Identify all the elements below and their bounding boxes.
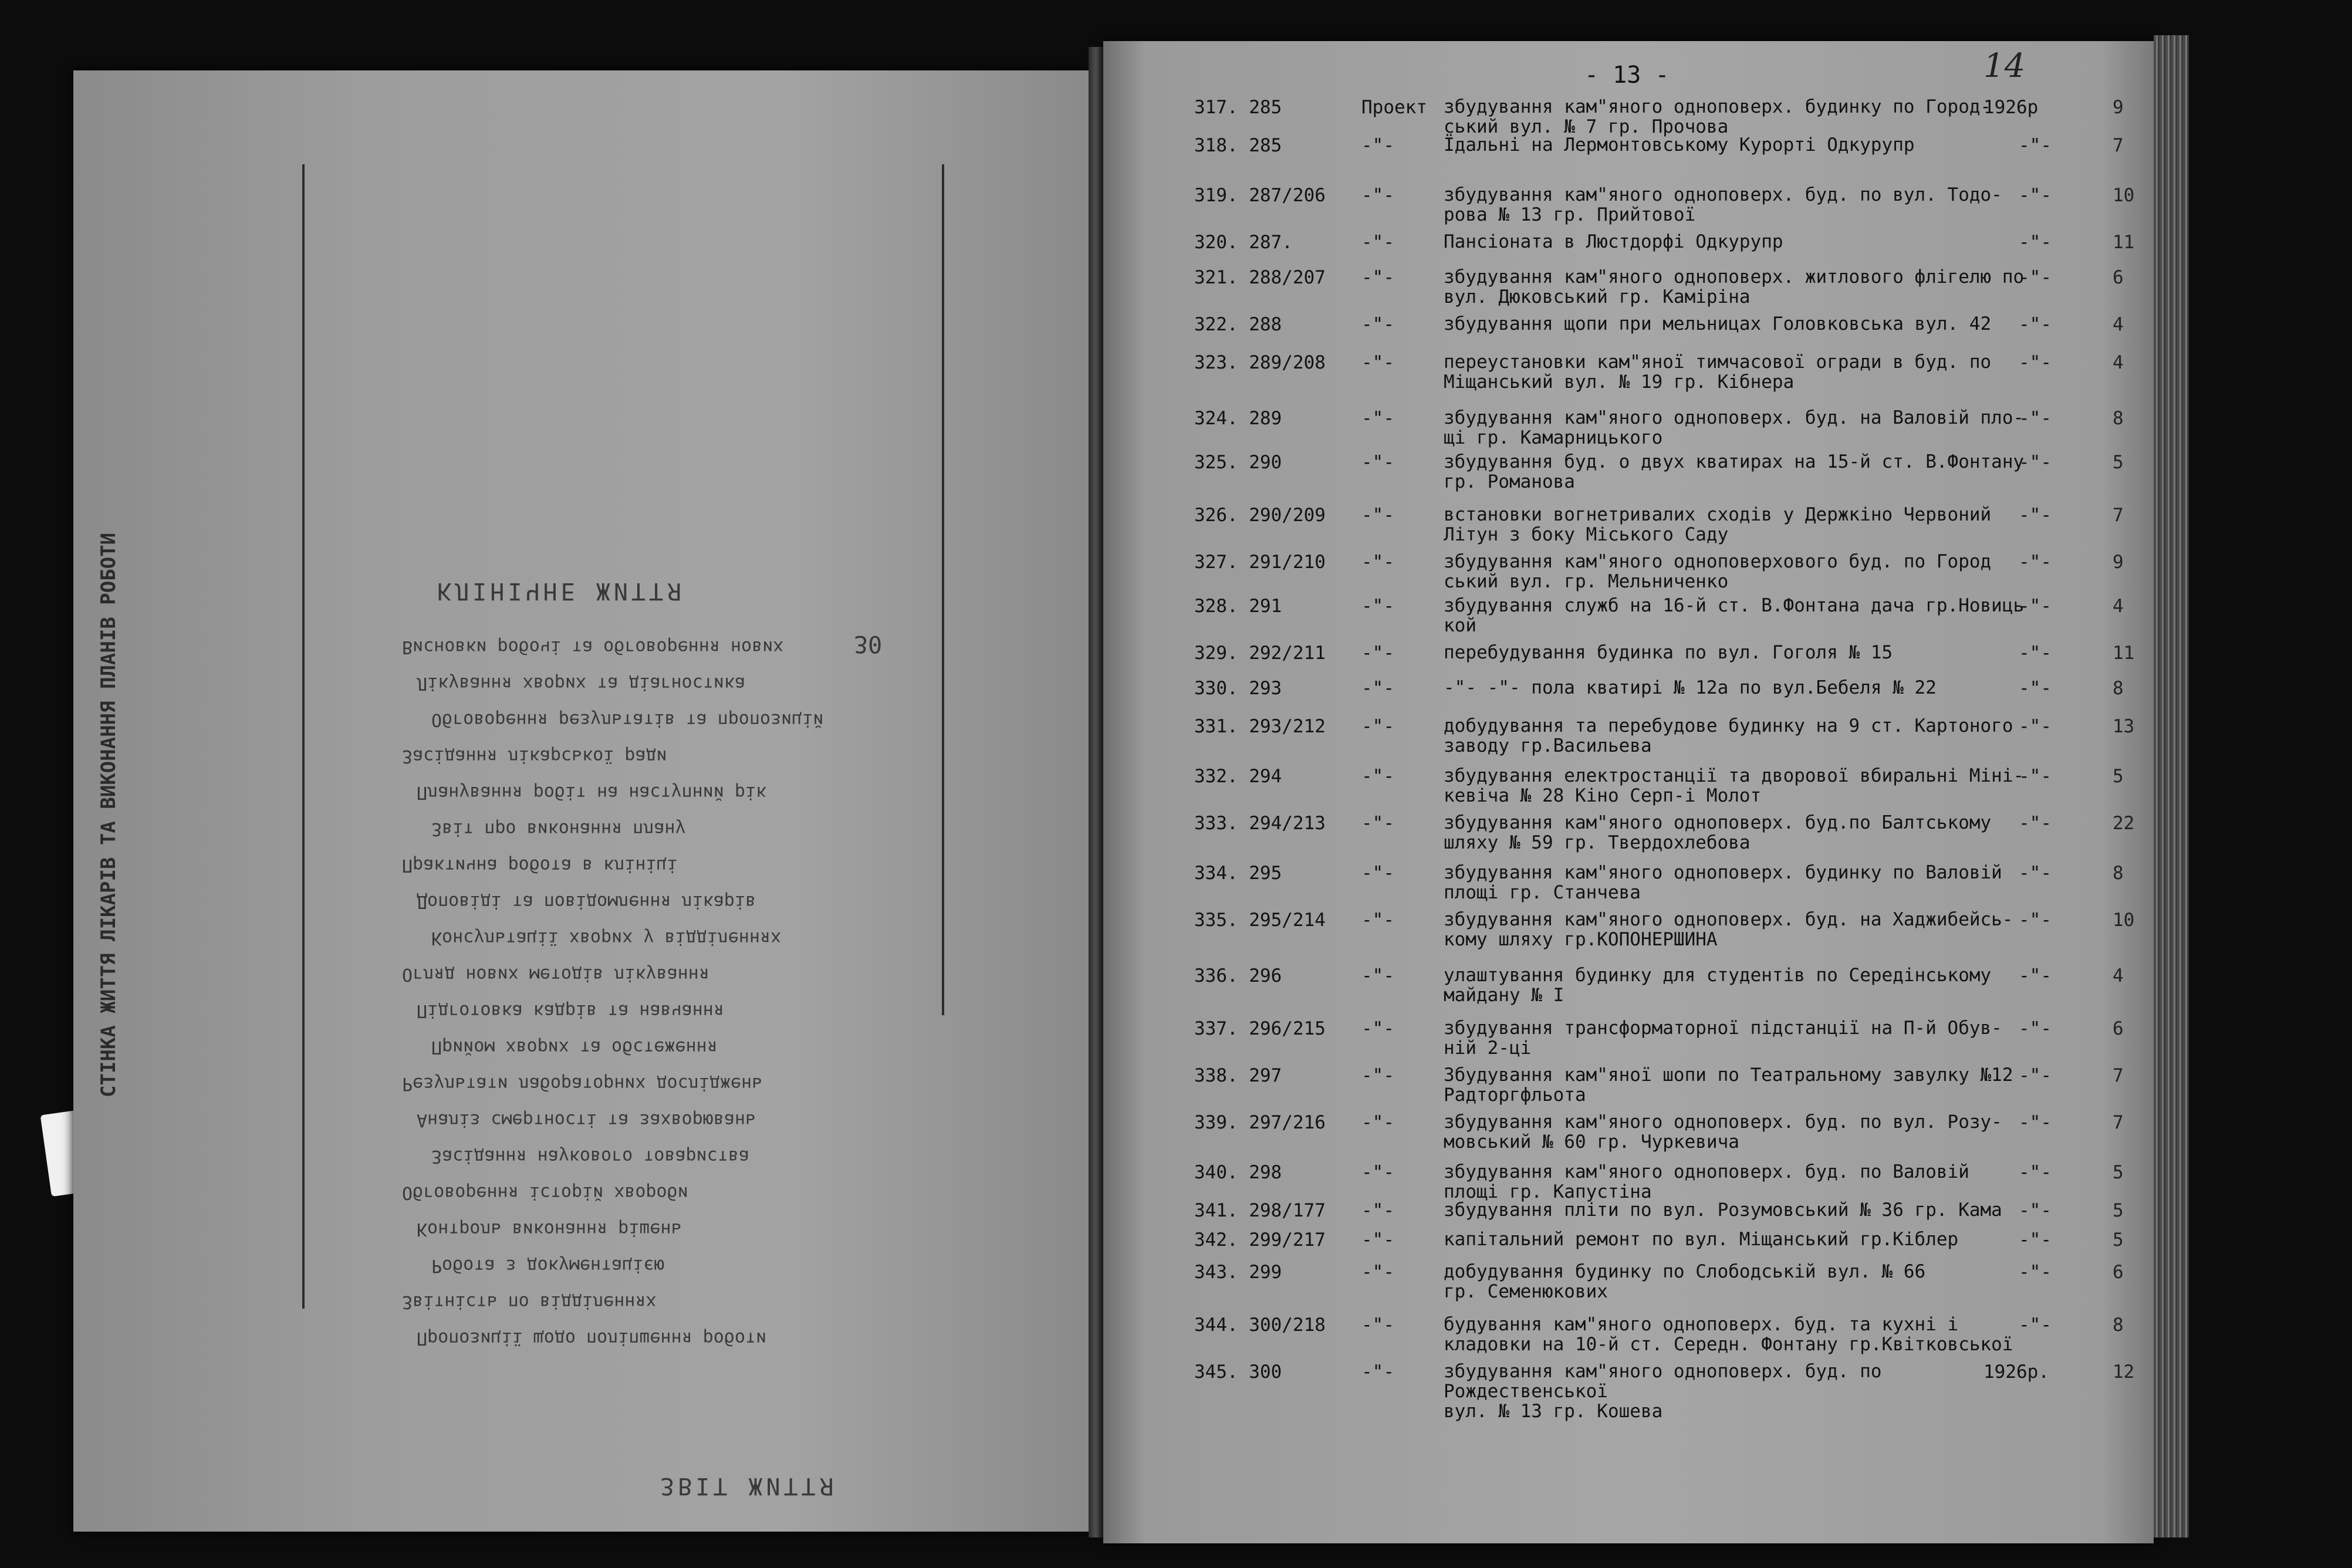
row-mark: -"- [2019, 863, 2052, 884]
row-ditto: -"- [1361, 678, 1394, 699]
row-no: 335. 295/214 [1194, 910, 1326, 931]
row-desc: переустановки кам"яної тимчасової огради в буд. по Міщанський вул. № 19 гр. Кібнера [1444, 352, 1992, 393]
bleed-line: Консультації хворих у відділеннях [431, 928, 782, 948]
row-mark: -"- [2019, 267, 2052, 288]
row-desc: Збудування кам"яної шопи по Театральному завулку №12 Радторгфльота [1444, 1065, 2013, 1106]
row-no: 321. 288/207 [1194, 267, 1326, 288]
bleed-line: Доповіді та повідомлення лікарів [417, 891, 756, 912]
bleed-line: Засідання лікарської ради [402, 746, 667, 766]
row-desc: збудування кам"яного одноповерхового буд. по Город ський вул. гр. Мельниченко [1444, 551, 1992, 592]
row-count: 7 [2113, 135, 2124, 156]
row-mark: -"- [2019, 135, 2052, 156]
row-no: 329. 292/211 [1194, 643, 1326, 664]
row-no: 340. 298 [1194, 1162, 1282, 1183]
row-desc: збудування електростанції та дворової вбиральні Міні- кевіча № 28 Кіно Серп-і Молот [1444, 765, 2025, 806]
row-ditto: -"- [1361, 965, 1394, 986]
row-ditto: -"- [1361, 1112, 1394, 1133]
row-desc: збудування щопи при мельницах Головковська вул. 42 [1444, 313, 1992, 334]
row-count: 5 [2113, 1229, 2124, 1251]
left-page [73, 70, 1089, 1532]
row-no: 330. 293 [1194, 678, 1282, 699]
row-mark: -"- [2019, 408, 2052, 429]
row-mark: -"- [2019, 452, 2052, 473]
row-ditto: -"- [1361, 232, 1394, 253]
row-count: 22 [2113, 813, 2135, 834]
row-ditto: -"- [1361, 813, 1394, 834]
row-mark: -"- [2019, 1262, 2052, 1283]
bleed-line: Планування робіт на наступний рік [417, 782, 767, 803]
row-ditto: -"- [1361, 1361, 1394, 1383]
row-desc: Їдальні на Лермонтовському Курорті Одкурупр [1444, 134, 1915, 156]
row-no: 327. 291/210 [1194, 552, 1326, 573]
side-title: СТІНКА ЖИТТЯ ЛІКАРІВ ТА ВИКОНАННЯ ПЛАНІВ РОБОТИ [97, 532, 120, 1097]
row-count: 13 [2113, 716, 2135, 737]
row-count: 9 [2113, 552, 2124, 573]
row-desc: -"- -"- пола кватирі № 12а по вул.Бебеля № 22 [1444, 677, 1937, 698]
row-mark: -"- [2019, 1065, 2052, 1086]
row-ditto: -"- [1361, 505, 1394, 526]
row-no: 332. 294 [1194, 766, 1282, 787]
bleed-line: Звіт про виконання плану [431, 819, 686, 839]
row-no: 344. 300/218 [1194, 1314, 1326, 1336]
row-count: 8 [2113, 408, 2124, 429]
row-desc: збудування кам"яного одноповерх. буд. по вул. Розу- мовський № 60 гр. Чуркевича [1444, 1111, 2002, 1153]
row-no: 336. 296 [1194, 965, 1282, 986]
sheet-number: 14 [1983, 47, 2026, 85]
row-ditto: -"- [1361, 185, 1394, 206]
bleed-line: Пропозиції щодо поліпшення роботи [417, 1328, 767, 1349]
bleed-line: Звітність по відділеннях [402, 1292, 657, 1312]
bleed-line: Контроль виконання рішень [417, 1219, 682, 1239]
row-count: 5 [2113, 1162, 2124, 1183]
row-year: 1926р. [1983, 1361, 2049, 1383]
row-mark: -"- [2019, 813, 2052, 834]
row-count: 7 [2113, 1065, 2124, 1086]
row-ditto: -"- [1361, 863, 1394, 884]
row-mark: -"- [2019, 185, 2052, 206]
row-desc: перебудування будинка по вул. Гоголя № 15 [1444, 642, 1893, 663]
row-year: 1926р [1983, 97, 2039, 118]
bleed-line: Засідання наукового товариства [431, 1146, 749, 1167]
row-no: 345. 300 [1194, 1361, 1282, 1383]
bleed-line: Лікування хворих та діагностика [417, 673, 745, 694]
row-ditto: -"- [1361, 643, 1394, 664]
row-desc: Пансіоната в Люстдорфі Одкурупр [1444, 231, 1783, 252]
bleed-line: Результати лабораторних досліджень [402, 1073, 763, 1094]
row-desc: будування кам"яного одноповерх. буд. та кухні і кладовки на 10-й ст. Середн. Фонтану гр.Квітковської [1444, 1314, 2013, 1355]
row-mark: -"- [2019, 766, 2052, 787]
row-count: 4 [2113, 352, 2124, 373]
row-ditto: -"- [1361, 1065, 1394, 1086]
row-mark: -"- [2019, 232, 2052, 253]
row-no: 339. 297/216 [1194, 1112, 1326, 1133]
column-rule [302, 164, 305, 1309]
row-no: 323. 289/208 [1194, 352, 1326, 373]
row-no: 328. 291 [1194, 596, 1282, 617]
row-no: 324. 289 [1194, 408, 1282, 429]
row-desc: збудування буд. о двух кватирах на 15-й ст. В.Фонтану гр. Романова [1444, 451, 2025, 492]
row-ditto: -"- [1361, 716, 1394, 737]
row-desc: улаштування будинку для студентів по Середінському майдану № I [1444, 965, 1992, 1006]
row-no: 337. 296/215 [1194, 1018, 1326, 1039]
row-mark: -"- [2019, 1112, 2052, 1133]
row-count: 4 [2113, 314, 2124, 335]
row-no: 343. 299 [1194, 1262, 1282, 1283]
row-count: 6 [2113, 1018, 2124, 1039]
row-ditto: -"- [1361, 267, 1394, 288]
row-desc: збудування кам"яного одноповерх. будинку по Валовій площі гр. Станчева [1444, 862, 2002, 903]
page-number: - 13 - [1584, 62, 1670, 89]
row-mark: -"- [2019, 716, 2052, 737]
row-desc: добудування та перебудове будинку на 9 ст. Картоного заводу гр.Васильева [1444, 715, 2013, 756]
row-ditto: Проект [1361, 97, 1427, 118]
left-column-number: 30 [854, 630, 883, 657]
row-no: 319. 287/206 [1194, 185, 1326, 206]
row-mark: -"- [2019, 1018, 2052, 1039]
row-no: 342. 299/217 [1194, 1229, 1326, 1251]
row-count: 5 [2113, 1200, 2124, 1221]
row-count: 4 [2113, 965, 2124, 986]
row-count: 10 [2113, 185, 2135, 206]
row-count: 6 [2113, 267, 2124, 288]
row-desc: збудування служб на 16-й ст. В.Фонтана дача гр.Новиць кой [1444, 595, 2025, 636]
row-mark: -"- [2019, 1200, 2052, 1221]
row-count: 5 [2113, 452, 2124, 473]
row-ditto: -"- [1361, 1229, 1394, 1251]
row-no: 317. 285 [1194, 97, 1282, 118]
row-count: 6 [2113, 1262, 2124, 1283]
row-desc: встановки вогнетривалих сходів у Держкіно Червоний Літун з боку Міського Саду [1444, 504, 1992, 545]
row-desc: добудування будинку по Слободській вул. № 66 гр. Семенюкових [1444, 1261, 1926, 1302]
row-no: 331. 293/212 [1194, 716, 1326, 737]
row-ditto: -"- [1361, 314, 1394, 335]
row-desc: збудування кам"яного одноповерх. буд.по Балтському шляху № 59 гр. Твердохлебова [1444, 812, 1992, 853]
row-count: 12 [2113, 1361, 2135, 1383]
row-desc: збудування кам"яного одноповерх. житлового флігелю по вул. Дюковський гр. Каміріна [1444, 266, 2025, 307]
row-ditto: -"- [1361, 452, 1394, 473]
row-count: 8 [2113, 863, 2124, 884]
column-rule [942, 164, 944, 1015]
row-ditto: -"- [1361, 552, 1394, 573]
left-heading: КЛІНІЧНЕ ЖИТТЯ [437, 577, 685, 604]
row-count: 8 [2113, 678, 2124, 699]
row-mark: -"- [2019, 352, 2052, 373]
left-footer: ЗВІТ ЖИТТЯ [660, 1472, 837, 1499]
row-no: 326. 290/209 [1194, 505, 1326, 526]
row-desc: капітальний ремонт по вул. Міщанський гр.Кіблер [1444, 1229, 1959, 1250]
row-no: 322. 288 [1194, 314, 1282, 335]
row-ditto: -"- [1361, 135, 1394, 156]
right-page [1103, 41, 2154, 1543]
row-ditto: -"- [1361, 408, 1394, 429]
row-ditto: -"- [1361, 1200, 1394, 1221]
bleed-line: Прийом хворих та обстеження [431, 1037, 718, 1057]
row-mark: -"- [2019, 965, 2052, 986]
row-mark: -"- [2019, 552, 2052, 573]
row-desc: збудування кам"яного одноповерх. буд. на Валовій пло- щі гр. Камарницького [1444, 407, 2025, 448]
row-ditto: -"- [1361, 1018, 1394, 1039]
row-ditto: -"- [1361, 352, 1394, 373]
row-no: 333. 294/213 [1194, 813, 1326, 834]
bleed-line: Обговорення результатів та пропозицій [431, 709, 824, 730]
row-desc: збудування трансформаторної підстанції на П-й Обув- ній 2-ці [1444, 1018, 2002, 1059]
row-count: 11 [2113, 232, 2135, 253]
row-mark: -"- [2019, 505, 2052, 526]
row-mark: -"- [2019, 314, 2052, 335]
row-count: 10 [2113, 910, 2135, 931]
bleed-line: Висновки робочі та обговорення нових [402, 637, 784, 657]
row-count: 9 [2113, 97, 2124, 118]
book-spine [1089, 47, 1103, 1537]
row-ditto: -"- [1361, 1162, 1394, 1183]
row-no: 320. 287. [1194, 232, 1293, 253]
row-no: 341. 298/177 [1194, 1200, 1326, 1221]
row-mark: -"- [2019, 1314, 2052, 1336]
row-mark: -"- [2019, 643, 2052, 664]
row-desc: збудування пліти по вул. Розумовський № 36 гр. Кама [1444, 1199, 2002, 1221]
row-no: 334. 295 [1194, 863, 1282, 884]
row-ditto: -"- [1361, 1314, 1394, 1336]
row-desc: збудування кам"яного одноповерх. буд. по Рождественської вул. № 13 гр. Кошева [1444, 1361, 1882, 1422]
row-mark: -"- [2019, 596, 2052, 617]
row-count: 11 [2113, 643, 2135, 664]
page-edges [2154, 35, 2189, 1537]
bleed-line: Обговорення історій хвороби [402, 1182, 688, 1203]
row-ditto: -"- [1361, 910, 1394, 931]
row-desc: збудування кам"яного одноповерх. будинку по Город- ський вул. № 7 гр. Прочова [1444, 96, 1992, 137]
bleed-line: Огляд нових методів лікування [402, 964, 709, 985]
bleed-through [73, 70, 1089, 1532]
bleed-line: Робота з документацією [431, 1255, 665, 1276]
row-ditto: -"- [1361, 596, 1394, 617]
row-count: 5 [2113, 766, 2124, 787]
row-mark: -"- [2019, 678, 2052, 699]
row-count: 7 [2113, 505, 2124, 526]
bleed-line: Аналіз смертності та захворювань [417, 1110, 756, 1130]
row-ditto: -"- [1361, 766, 1394, 787]
row-ditto: -"- [1361, 1262, 1394, 1283]
row-mark: -"- [2019, 910, 2052, 931]
row-no: 338. 297 [1194, 1065, 1282, 1086]
row-desc: збудування кам"яного одноповерх. буд. по Валовій площі гр. Капустіна [1444, 1161, 1969, 1202]
row-no: 318. 285 [1194, 135, 1282, 156]
row-desc: збудування кам"яного одноповерх. буд. на Хаджибейсь- кому шляху гр.КОПОНЕРШИНА [1444, 909, 2013, 950]
row-count: 4 [2113, 596, 2124, 617]
row-count: 8 [2113, 1314, 2124, 1336]
row-no: 325. 290 [1194, 452, 1282, 473]
bleed-line: Підготовка кадрів та навчання [417, 1001, 724, 1021]
row-mark: -"- [2019, 1162, 2052, 1183]
row-count: 7 [2113, 1112, 2124, 1133]
bleed-line: Практична робота в клініці [402, 855, 678, 876]
row-mark: -"- [2019, 1229, 2052, 1251]
row-desc: збудування кам"яного одноповерх. буд. по вул. Тодо- рова № 13 гр. Прийтової [1444, 184, 2002, 225]
